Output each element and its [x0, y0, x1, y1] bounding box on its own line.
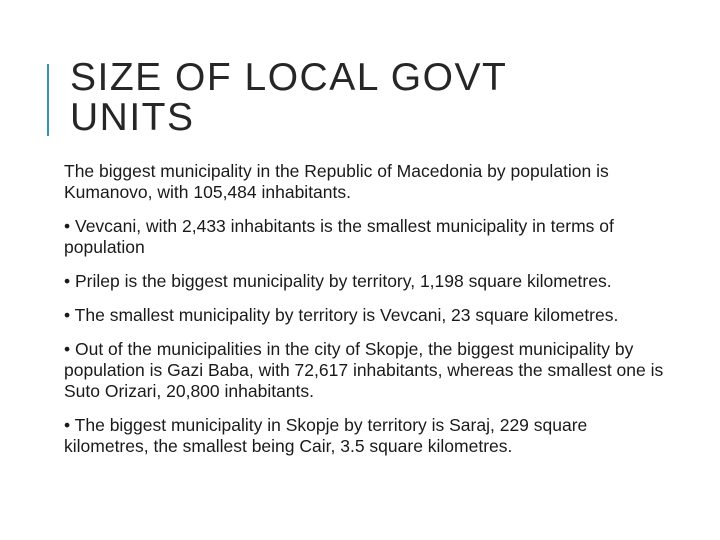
bullet-smallest-by-territory: • The smallest municipality by territory is Vevcani, 23 square kilometres. [64, 305, 619, 325]
title-accent-bar [47, 64, 49, 136]
slide-title-line-2: UNITS [70, 96, 195, 139]
slide-title-line-1: SIZE OF LOCAL GOVT [70, 56, 508, 99]
bullet-skopje-territory: • The biggest municipality in Skopje by territory is Saraj, 229 square kilometres, the smallest being Cair, 3.5 square kilometres. [64, 415, 588, 456]
slide-title [70, 58, 690, 138]
slide-body [64, 161, 674, 470]
bullet-skopje-population: • Out of the municipalities in the city of Skopje, the biggest municipality by population is Gazi Baba, with 72,617 inhabitants, whereas the smallest one is Suto Orizari, 20,800 inhabitants. [64, 339, 664, 401]
paragraph-intro: The biggest municipality in the Republic of Macedonia by population is Kumanovo, with 105,484 inhabitants. [64, 161, 609, 202]
bullet-smallest-by-population: • Vevcani, with 2,433 inhabitants is the smallest municipality in terms of population [64, 216, 614, 257]
bullet-biggest-by-territory: • Prilep is the biggest municipality by territory, 1,198 square kilometres. [64, 271, 612, 291]
